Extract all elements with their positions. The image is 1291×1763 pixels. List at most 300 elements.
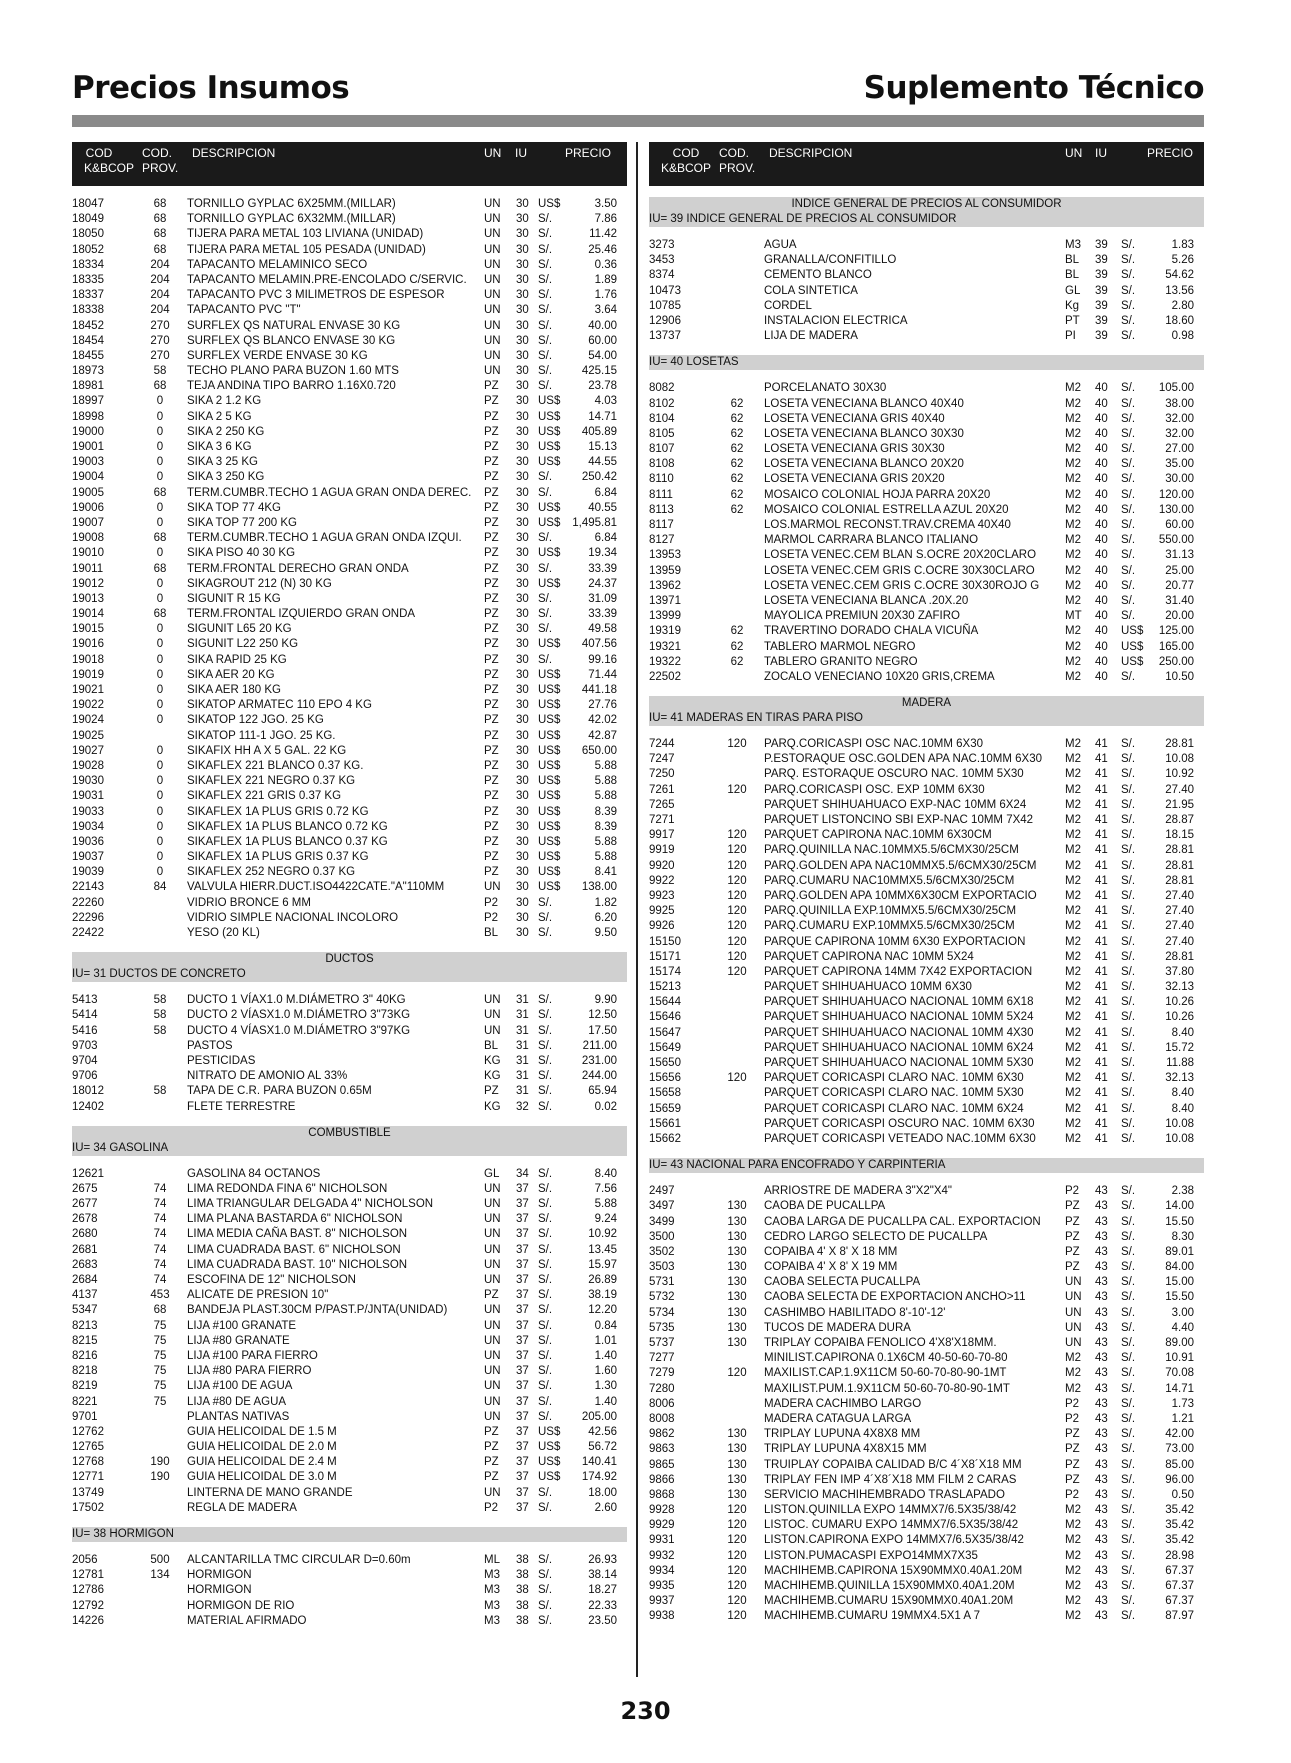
un-cell: P2: [484, 911, 499, 924]
currency-cell: S/.: [1121, 1200, 1136, 1213]
desc-cell: COPAIBA 4' X 8' X 18 MM: [764, 1245, 898, 1258]
table-row: [72, 516, 627, 531]
currency-cell: S/.: [538, 1319, 553, 1332]
price-cell: 130.00: [1158, 503, 1194, 516]
un-cell: UN: [484, 349, 501, 362]
price-cell: 40.55: [588, 501, 617, 514]
un-cell: UN: [484, 1486, 501, 1499]
iu-cell: 41: [1095, 738, 1108, 751]
cod-cell: 19001: [72, 441, 104, 453]
desc-cell: LISTON.QUINILLA EXPO 14MMX7/6.5X35/38/42: [764, 1504, 1017, 1517]
table-row: [72, 273, 627, 288]
price-cell: 18.00: [588, 1486, 617, 1499]
desc-cell: PARQ.GOLDEN APA 10MMX6X30CM EXPORTACIO: [764, 889, 1037, 902]
currency-cell: S/.: [1121, 1443, 1136, 1456]
currency-cell: US$: [538, 699, 561, 712]
table-row: [649, 1230, 1204, 1245]
section-header: [649, 197, 1204, 227]
column-divider: [636, 142, 638, 1677]
desc-cell: SIKAFLEX 221 BLANCO 0.37 KG.: [187, 759, 364, 772]
un-cell: ML: [484, 1554, 500, 1566]
desc-cell: PARQUET SHIHUAHUACO EXP-NAC 10MM 6X24: [764, 798, 1027, 811]
currency-cell: US$: [1121, 625, 1144, 638]
header-iu: IU: [1095, 146, 1107, 160]
price-cell: 96.00: [1165, 1473, 1194, 1486]
iu-cell: 43: [1095, 1428, 1108, 1441]
prov-cell: 120: [727, 1610, 747, 1623]
table-row: [649, 381, 1204, 396]
cod-cell: 22143: [72, 881, 104, 894]
price-cell: 105.00: [1158, 382, 1194, 395]
cod-cell: 5734: [649, 1306, 675, 1319]
table-row: [72, 592, 627, 607]
un-cell: UN: [484, 365, 501, 378]
table-row: [649, 609, 1204, 624]
cod-cell: 19024: [72, 714, 104, 727]
cod-cell: 15658: [649, 1087, 681, 1100]
currency-cell: S/.: [1121, 1306, 1136, 1319]
prov-cell: 74: [153, 1243, 167, 1256]
un-cell: KG: [484, 1054, 501, 1067]
table-row: [72, 1069, 627, 1084]
desc-cell: TERM.CUMBR.TECHO 1 AGUA GRAN ONDA IZQUI.: [187, 532, 462, 545]
un-cell: P2: [484, 896, 499, 909]
price-cell: 1.01: [594, 1334, 617, 1347]
currency-cell: S/.: [1121, 798, 1136, 811]
cod-cell: 13962: [649, 579, 681, 592]
price-cell: 11.42: [589, 228, 617, 241]
currency-cell: S/.: [538, 592, 553, 605]
prov-cell: 0: [156, 592, 164, 605]
un-cell: PZ: [484, 1425, 499, 1438]
prov-cell: 58: [153, 1085, 167, 1098]
table-row: [649, 314, 1204, 329]
iu-cell: 30: [516, 380, 529, 393]
desc-cell: TRIPLAY COPAIBA FENOLICO 4'X8'X18MM.: [764, 1337, 997, 1349]
section-subtitle: IU= 40 LOSETAS: [649, 355, 1204, 370]
cod-cell: 3497: [649, 1200, 675, 1213]
un-cell: Kg: [1065, 299, 1080, 312]
prov-cell: 75: [153, 1365, 167, 1378]
desc-cell: TIJERA PARA METAL 103 LIVIANA (UNIDAD): [187, 228, 424, 241]
iu-cell: 30: [516, 410, 529, 423]
table-row: [72, 668, 627, 683]
currency-cell: S/.: [538, 1486, 553, 1499]
prov-cell: 120: [727, 738, 747, 751]
prov-cell: 0: [156, 623, 164, 636]
un-cell: M2: [1065, 753, 1081, 766]
desc-cell: CAOBA SELECTA PUCALLPA: [764, 1276, 921, 1289]
desc-cell: LOS.MARMOL RECONST.TRAV.CREMA 40X40: [764, 519, 1011, 531]
cod-cell: 18335: [72, 273, 104, 286]
cod-cell: 9704: [72, 1054, 98, 1067]
un-cell: M2: [1065, 1117, 1081, 1130]
prov-cell: 62: [730, 397, 744, 410]
prov-cell: 68: [153, 532, 167, 545]
un-cell: UN: [484, 994, 501, 1007]
currency-cell: S/.: [1121, 519, 1136, 531]
table-row: [649, 995, 1204, 1010]
currency-cell: S/.: [1121, 844, 1136, 857]
iu-cell: 41: [1095, 1072, 1108, 1085]
prov-cell: 120: [727, 783, 747, 796]
table-row: [72, 774, 627, 789]
table-row: [72, 1288, 627, 1303]
iu-cell: 40: [1095, 549, 1108, 562]
cod-cell: 3502: [649, 1245, 675, 1258]
table-row: [649, 472, 1204, 487]
un-cell: UN: [1065, 1337, 1082, 1349]
un-cell: UN: [484, 1274, 501, 1286]
desc-cell: AGUA: [764, 239, 797, 251]
un-cell: M2: [1065, 920, 1081, 933]
desc-cell: SIKA TOP 77 4KG: [187, 501, 281, 514]
cod-cell: 9701: [72, 1410, 98, 1423]
un-cell: PZ: [484, 486, 499, 499]
currency-cell: S/.: [538, 1024, 553, 1037]
cod-cell: 12768: [72, 1456, 104, 1469]
un-cell: M2: [1065, 1352, 1081, 1365]
cod-cell: 15644: [649, 996, 681, 1009]
prov-cell: 0: [156, 653, 164, 666]
currency-cell: S/.: [1121, 965, 1136, 978]
currency-cell: S/.: [538, 1054, 553, 1067]
price-cell: 1.83: [1171, 239, 1194, 251]
price-cell: 10.08: [1165, 753, 1194, 766]
un-cell: M2: [1065, 670, 1081, 683]
desc-cell: GRANALLA/CONFITILLO: [764, 254, 897, 267]
currency-cell: US$: [1121, 655, 1144, 668]
cod-cell: 8104: [649, 412, 675, 425]
cod-cell: 13749: [72, 1486, 104, 1499]
price-cell: 1.40: [594, 1395, 617, 1408]
currency-cell: S/.: [1121, 1367, 1136, 1380]
currency-cell: S/.: [538, 1395, 553, 1408]
cod-cell: 19006: [72, 501, 104, 514]
currency-cell: S/.: [1121, 239, 1136, 251]
iu-cell: 40: [1095, 625, 1108, 638]
table-row: [649, 1117, 1204, 1132]
un-cell: M2: [1065, 996, 1081, 1009]
table-row: [649, 238, 1204, 253]
table-row: [72, 926, 627, 941]
cod-cell: 12771: [72, 1471, 104, 1484]
iu-cell: 41: [1095, 814, 1108, 826]
cod-cell: 5731: [649, 1276, 675, 1289]
un-cell: UN: [484, 1349, 501, 1362]
currency-cell: S/.: [538, 1070, 553, 1083]
price-cell: 550.00: [1158, 534, 1194, 547]
un-cell: M2: [1065, 768, 1081, 781]
cod-cell: 2681: [72, 1243, 98, 1256]
un-cell: M2: [1065, 1132, 1081, 1145]
row-spacer: [72, 1542, 627, 1553]
currency-cell: S/.: [538, 213, 553, 226]
cod-cell: 3499: [649, 1215, 675, 1228]
un-cell: M2: [1065, 655, 1081, 668]
un-cell: PZ: [1065, 1443, 1080, 1456]
un-cell: UN: [484, 1213, 501, 1226]
prov-cell: 68: [153, 228, 167, 241]
price-cell: 44.55: [588, 456, 617, 469]
prov-cell: 68: [153, 243, 167, 256]
currency-cell: S/.: [1121, 1321, 1136, 1334]
row-spacer: [649, 1173, 1204, 1184]
un-cell: M2: [1065, 443, 1081, 456]
iu-cell: 30: [516, 319, 529, 332]
price-cell: 8.40: [1171, 1087, 1194, 1100]
table-row: [649, 1609, 1204, 1624]
un-cell: M2: [1065, 503, 1081, 516]
desc-cell: NITRATO DE AMONIO AL 33%: [187, 1070, 348, 1083]
un-cell: PZ: [484, 820, 499, 833]
currency-cell: US$: [538, 805, 561, 818]
cod-cell: 9706: [72, 1070, 98, 1083]
price-cell: 140.41: [581, 1456, 617, 1469]
table-row: [72, 455, 627, 470]
currency-cell: S/.: [1121, 1473, 1136, 1486]
cod-cell: 19027: [72, 744, 104, 757]
un-cell: M2: [1065, 1011, 1081, 1024]
currency-cell: S/.: [1121, 330, 1136, 343]
iu-cell: 30: [516, 395, 529, 408]
desc-cell: PASTOS: [187, 1039, 233, 1052]
desc-cell: SURFLEX VERDE ENVASE 30 KG: [187, 349, 368, 362]
cod-cell: 15646: [649, 1011, 681, 1024]
un-cell: PZ: [484, 395, 499, 408]
prov-cell: 58: [153, 365, 167, 378]
prov-cell: 120: [727, 920, 747, 933]
un-cell: UN: [484, 213, 501, 226]
table-row: [72, 1182, 627, 1197]
currency-cell: US$: [538, 790, 561, 803]
desc-cell: LOSETA VENECIANA GRIS 40X40: [764, 412, 945, 425]
desc-cell: TORNILLO GYPLAC 6X25MM.(MILLAR): [187, 198, 396, 210]
price-cell: 174.92: [581, 1471, 617, 1484]
cod-cell: 9931: [649, 1534, 675, 1547]
iu-cell: 39: [1095, 314, 1108, 327]
price-cell: 2.38: [1171, 1185, 1194, 1198]
cod-cell: 7280: [649, 1382, 675, 1395]
cod-cell: 18049: [72, 213, 104, 226]
cod-cell: 19015: [72, 623, 104, 636]
currency-cell: S/.: [538, 623, 553, 636]
price-cell: 28.98: [1165, 1549, 1194, 1562]
un-cell: M2: [1065, 640, 1081, 653]
cod-cell: 3503: [649, 1261, 675, 1274]
prov-cell: 204: [150, 258, 170, 271]
prov-cell: 204: [150, 289, 170, 302]
un-cell: P2: [1065, 1185, 1080, 1198]
un-cell: UN: [484, 228, 501, 241]
iu-cell: 41: [1095, 1087, 1108, 1100]
prov-cell: 74: [153, 1228, 167, 1241]
un-cell: UN: [484, 1243, 501, 1256]
price-cell: 10.50: [1165, 670, 1194, 683]
cod-cell: 22296: [72, 911, 104, 924]
price-cell: 407.56: [581, 638, 617, 651]
currency-cell: US$: [538, 1456, 561, 1469]
iu-cell: 31: [516, 1009, 529, 1022]
un-cell: GL: [1065, 284, 1081, 297]
un-cell: M2: [1065, 738, 1081, 751]
price-cell: 138.00: [581, 881, 617, 894]
iu-cell: 30: [516, 289, 529, 302]
un-cell: M2: [1065, 1041, 1081, 1054]
prov-cell: 130: [727, 1443, 747, 1456]
price-cell: 31.40: [1165, 594, 1194, 607]
table-row: [72, 744, 627, 759]
price-cell: 405.89: [581, 425, 617, 438]
iu-cell: 30: [516, 820, 529, 833]
table-row: [649, 874, 1204, 889]
currency-cell: US$: [538, 198, 561, 210]
price-cell: 8.39: [594, 820, 617, 833]
desc-cell: SIKAFLEX 221 GRIS 0.37 KG: [187, 790, 342, 803]
cod-cell: 7279: [649, 1367, 675, 1380]
currency-cell: S/.: [538, 1167, 553, 1180]
un-cell: PZ: [484, 425, 499, 438]
price-cell: 9.24: [594, 1213, 617, 1226]
table-row: [72, 1599, 627, 1614]
cod-cell: 8102: [649, 397, 675, 410]
iu-cell: 30: [516, 532, 529, 545]
currency-cell: US$: [538, 1441, 561, 1454]
iu-cell: 43: [1095, 1261, 1108, 1274]
cod-cell: 22502: [649, 670, 681, 683]
price-cell: 37.80: [1165, 965, 1194, 978]
price-cell: 99.16: [588, 653, 617, 666]
un-cell: M2: [1065, 950, 1081, 963]
price-cell: 28.81: [1165, 874, 1194, 887]
row-spacer: [72, 1516, 627, 1527]
table-row: [72, 1258, 627, 1273]
un-cell: M2: [1065, 1504, 1081, 1517]
prov-cell: 62: [730, 655, 744, 668]
un-cell: M2: [1065, 1026, 1081, 1039]
desc-cell: CASHIMBO HABILITADO 8'-10'-12': [764, 1306, 946, 1319]
desc-cell: PARQUET CAPIRONA NAC.10MM 6X30CM: [764, 829, 992, 842]
un-cell: M2: [1065, 564, 1081, 577]
table-row: [72, 1349, 627, 1364]
iu-cell: 39: [1095, 254, 1108, 267]
row-spacer: [649, 370, 1204, 381]
price-cell: 28.81: [1165, 844, 1194, 857]
price-cell: 87.97: [1165, 1610, 1194, 1623]
currency-cell: US$: [538, 820, 561, 833]
table-row: [649, 329, 1204, 344]
cod-cell: 17502: [72, 1501, 104, 1514]
iu-cell: 40: [1095, 564, 1108, 577]
desc-cell: PARQUET CORICASPI CLARO NAC. 10MM 5X30: [764, 1087, 1024, 1100]
iu-cell: 37: [516, 1410, 529, 1423]
currency-cell: S/.: [1121, 1534, 1136, 1547]
desc-cell: PARQ.GOLDEN APA NAC10MMX5.5/6CMX30/25CM: [764, 859, 1037, 872]
table-row: [649, 268, 1204, 283]
desc-cell: CAOBA SELECTA DE EXPORTACION ANCHO>11: [764, 1291, 1026, 1304]
un-cell: PZ: [1065, 1245, 1080, 1258]
prov-cell: 190: [150, 1471, 170, 1484]
cod-cell: 19010: [72, 547, 104, 560]
iu-cell: 30: [516, 334, 529, 347]
price-cell: 8.41: [594, 866, 617, 879]
table-row: [649, 1184, 1204, 1199]
table-row: [72, 1440, 627, 1455]
currency-cell: US$: [538, 714, 561, 727]
price-cell: 3.50: [594, 198, 617, 210]
price-cell: 42.00: [1165, 1428, 1194, 1441]
un-cell: UN: [484, 1258, 501, 1271]
prov-cell: 190: [150, 1456, 170, 1469]
currency-cell: S/.: [1121, 738, 1136, 751]
desc-cell: ALICATE DE PRESION 10": [187, 1289, 329, 1302]
table-row: [72, 364, 627, 379]
price-cell: 26.89: [588, 1274, 617, 1286]
price-cell: 89.00: [1165, 1337, 1194, 1349]
table-row: [649, 828, 1204, 843]
desc-cell: PLANTAS NATIVAS: [187, 1410, 290, 1423]
price-cell: 12.20: [588, 1304, 617, 1317]
table-row: [72, 1425, 627, 1440]
desc-cell: SIKA AER 20 KG: [187, 668, 275, 681]
un-cell: M2: [1065, 1382, 1081, 1395]
un-cell: PZ: [484, 532, 499, 545]
iu-cell: 40: [1095, 579, 1108, 592]
table-row: [72, 1100, 627, 1115]
un-cell: PZ: [484, 1456, 499, 1469]
desc-cell: SIKA 3 6 KG: [187, 441, 252, 453]
currency-cell: US$: [1121, 640, 1144, 653]
iu-cell: 41: [1095, 768, 1108, 781]
un-cell: PZ: [484, 668, 499, 681]
prov-cell: 130: [727, 1458, 747, 1471]
currency-cell: S/.: [538, 1289, 553, 1302]
table-row: [72, 1212, 627, 1227]
cod-cell: 19004: [72, 471, 104, 484]
cod-cell: 19321: [649, 640, 681, 653]
iu-cell: 40: [1095, 670, 1108, 683]
currency-cell: S/.: [1121, 670, 1136, 683]
price-cell: 5.88: [594, 790, 617, 803]
currency-cell: S/.: [1121, 1382, 1136, 1395]
iu-cell: 39: [1095, 299, 1108, 312]
un-cell: PZ: [484, 805, 499, 818]
desc-cell: PARQUET CORICASPI CLARO NAC. 10MM 6X30: [764, 1072, 1024, 1085]
currency-cell: S/.: [1121, 1291, 1136, 1304]
cod-cell: 12765: [72, 1441, 104, 1454]
cod-cell: 12781: [72, 1569, 104, 1582]
currency-cell: S/.: [538, 228, 553, 241]
cod-cell: 19007: [72, 516, 104, 529]
prov-cell: 500: [150, 1554, 170, 1566]
iu-cell: 31: [516, 1039, 529, 1052]
desc-cell: TEJA ANDINA TIPO BARRO 1.16X0.720: [187, 380, 396, 393]
un-cell: UN: [484, 304, 501, 317]
desc-cell: MAYOLICA PREMIUN 20X30 ZAFIRO: [764, 610, 960, 623]
row-spacer: [72, 1115, 627, 1126]
cod-cell: 15174: [649, 965, 681, 978]
desc-cell: LIJA #80 GRANATE: [187, 1334, 290, 1347]
price-cell: 250.00: [1158, 655, 1194, 668]
price-cell: 28.87: [1165, 814, 1194, 826]
table-row: [72, 759, 627, 774]
header-desc: DESCRIPCION: [192, 146, 276, 160]
currency-cell: S/.: [1121, 874, 1136, 887]
un-cell: UN: [484, 1228, 501, 1241]
currency-cell: S/.: [1121, 935, 1136, 948]
table-row: [72, 379, 627, 394]
price-cell: 4.03: [594, 395, 617, 408]
